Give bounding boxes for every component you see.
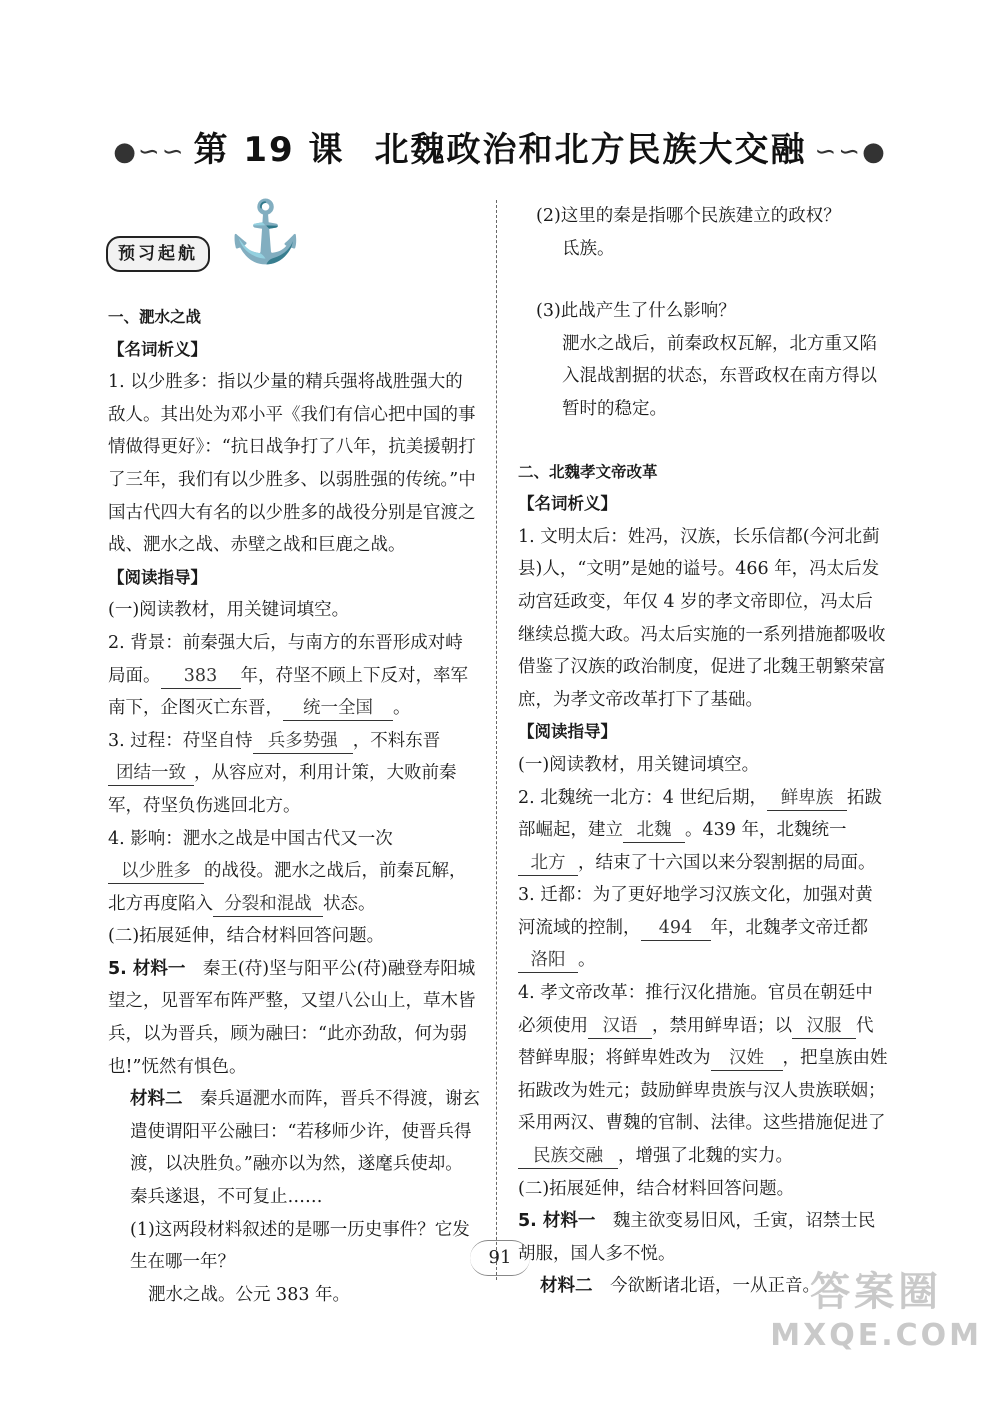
material-1: 5. 材料一 秦王(苻)坚与阳平公(苻)融登寿阳城望之，见晋军布阵严整，又望八公山上，草木皆兵，以为晋兵，顾为融曰：“此亦劲敌，何为弱也!”怃然有惧色。 <box>108 958 476 1077</box>
left-flourish-icon: ●∽∽ <box>113 136 186 167</box>
question-3: 3. 过程：苻坚自恃 兵多势强 ，不料东晋团结一致 ，从容应对，利用计策，大败前秦军，苻坚负伤逃回北方。 <box>108 730 457 816</box>
sub-question-2: (2)这里的秦是指哪个民族建立的政权？ <box>536 206 841 226</box>
watermark <box>770 1268 982 1356</box>
answer-blank: 以少胜多 <box>108 859 204 884</box>
question-4-right: 4. 孝文帝改革：推行汉化措施。官员在朝廷中必须使用 汉语 ，禁用鲜卑语；以 汉服 代替鲜卑服；将鲜卑姓改为 汉姓 ，把皇族由姓拓跋改为姓元；鼓励鲜卑贵族与汉人贵族联姻；采用两汉、曹魏的官制、法律。这些措施促进了民族交融 ，增强了北魏的实力。 <box>518 977 890 1173</box>
extension-instruction-2: (二)拓展延伸，结合材料回答问题。 <box>518 1178 795 1199</box>
material-2-right: 材料二 今欲断诸北语，一从正音。 <box>540 1276 820 1297</box>
term-definition-2: 1. 文明太后：姓冯，汉族，长乐信都(今河北蓟县)人，“文明”是她的谥号。466 年，冯太后发动宫廷政变，年仅 4 岁的孝文帝即位，冯太后继续总揽大政。冯太后实施的一系列措施都吸收借鉴了汉族的政治制度，促进了北魏王朝繁荣富庶，为孝文帝改革打下了基础。 <box>518 526 886 710</box>
question-4: 4. 影响：淝水之战是中国古代又一次以少胜多 的战役。淝水之战后，前秦瓦解，北方再度陷入 分裂和混战 状态。 <box>108 823 480 921</box>
answer-blank: 北方 <box>518 851 578 876</box>
lesson-number: 第 19 课 <box>193 130 345 170</box>
preview-badge: 预习起航 <box>106 236 210 272</box>
sub-question-1: (1)这两段材料叙述的是哪一历史事件？它发生在哪一年？ <box>130 1219 470 1273</box>
sub-answer-3: 淝水之战后，前秦政权瓦解，北方重又陷入混战割据的状态，东晋政权在南方得以暂时的稳定。 <box>562 333 877 419</box>
answer-blank: 兵多势强 <box>253 729 353 754</box>
watermark-logo: 答案圈 <box>810 1269 943 1315</box>
sub-question-3: (3)此战产生了什么影响？ <box>536 301 736 322</box>
question-2-right: 2. 北魏统一北方：4 世纪后期， 鲜卑族 拓跋部崛起，建立 北魏 。439 年，北魏统一北方 ，结束了十六国以来分裂割据的局面。 <box>518 782 890 880</box>
answer-blank: 民族交融 <box>518 1144 618 1169</box>
answer-blank: 汉服 <box>792 1014 856 1039</box>
section-heading-1: 一、淝水之战 <box>108 308 202 326</box>
anchor-icon: ⚓ <box>228 197 303 267</box>
answer-blank: 分裂和混战 <box>213 892 323 917</box>
sub-answer-1: 淝水之战。公元 383 年。 <box>148 1284 351 1305</box>
column-divider <box>496 200 497 1280</box>
answer-blank: 团结一致 <box>108 761 194 786</box>
extension-instruction: (二)拓展延伸，结合材料回答问题。 <box>108 926 385 947</box>
reading-heading: 【阅读指导】 <box>108 567 207 587</box>
lesson-title <box>0 122 1000 171</box>
right-column <box>518 200 890 1303</box>
reading-instruction: (一)阅读教材，用关键词填空。 <box>108 600 350 621</box>
watermark-url: MXQE.COM <box>770 1318 982 1353</box>
answer-blank: 494 <box>641 916 711 941</box>
preview-badge-area <box>108 197 480 275</box>
answer-blank: 北魏 <box>623 818 685 843</box>
answer-blank: 统一全国 <box>283 696 393 721</box>
section-heading-2: 二、北魏孝文帝改革 <box>518 462 658 481</box>
answer-blank: 汉姓 <box>711 1046 783 1071</box>
question-2: 2. 背景：前秦强大后，与南方的东晋形成对峙局面。 383 年，苻坚不顾上下反对，率军南下，企图灭亡东晋， 统一全国 。 <box>108 627 480 725</box>
answer-blank: 383 <box>161 664 241 689</box>
sub-answer-2: 氐族。 <box>562 238 615 259</box>
term-heading-2: 【名词析义】 <box>518 494 617 514</box>
answer-blank: 鲜卑族 <box>767 786 847 811</box>
reading-instruction-2: (一)阅读教材，用关键词填空。 <box>518 754 760 775</box>
page-number: 91 <box>470 1240 530 1276</box>
lesson-name: 北魏政治和北方民族大交融 <box>374 130 807 170</box>
answer-blank: 汉语 <box>588 1014 652 1039</box>
material-1-right: 5. 材料一 魏主欲变易旧风，壬寅，诏禁士民胡服，国人多不悦。 <box>518 1211 876 1264</box>
right-flourish-icon: ∽∽● <box>814 136 887 167</box>
question-3-right: 3. 迁都：为了更好地学习汉族文化，加强对黄河流域的控制， 494 年，北魏孝文帝迁都洛阳 。 <box>518 879 890 977</box>
left-column <box>108 197 480 1311</box>
term-definition: 1. 以少胜多：指以少量的精兵强将战胜强大的敌人。其出处为邓小平《我们有信心把中国的事情做得更好》：“抗日战争打了八年，抗美援朝打了三年，我们有以少胜多、以弱胜强的传统。”中国古代四大有名的以少胜多的战役分别是官渡之战、淝水之战、赤壁之战和巨鹿之战。 <box>108 372 476 556</box>
reading-heading-2: 【阅读指导】 <box>518 722 617 742</box>
term-heading: 【名词析义】 <box>108 339 207 359</box>
answer-blank: 洛阳 <box>518 948 578 973</box>
material-2: 材料二 秦兵逼淝水而阵，晋兵不得渡，谢玄遣使谓阳平公融曰：“若移师少许，使晋兵得渡，以决胜负。”融亦以为然，遂麾兵使却。秦兵遂退，不可复止…… <box>130 1089 480 1208</box>
